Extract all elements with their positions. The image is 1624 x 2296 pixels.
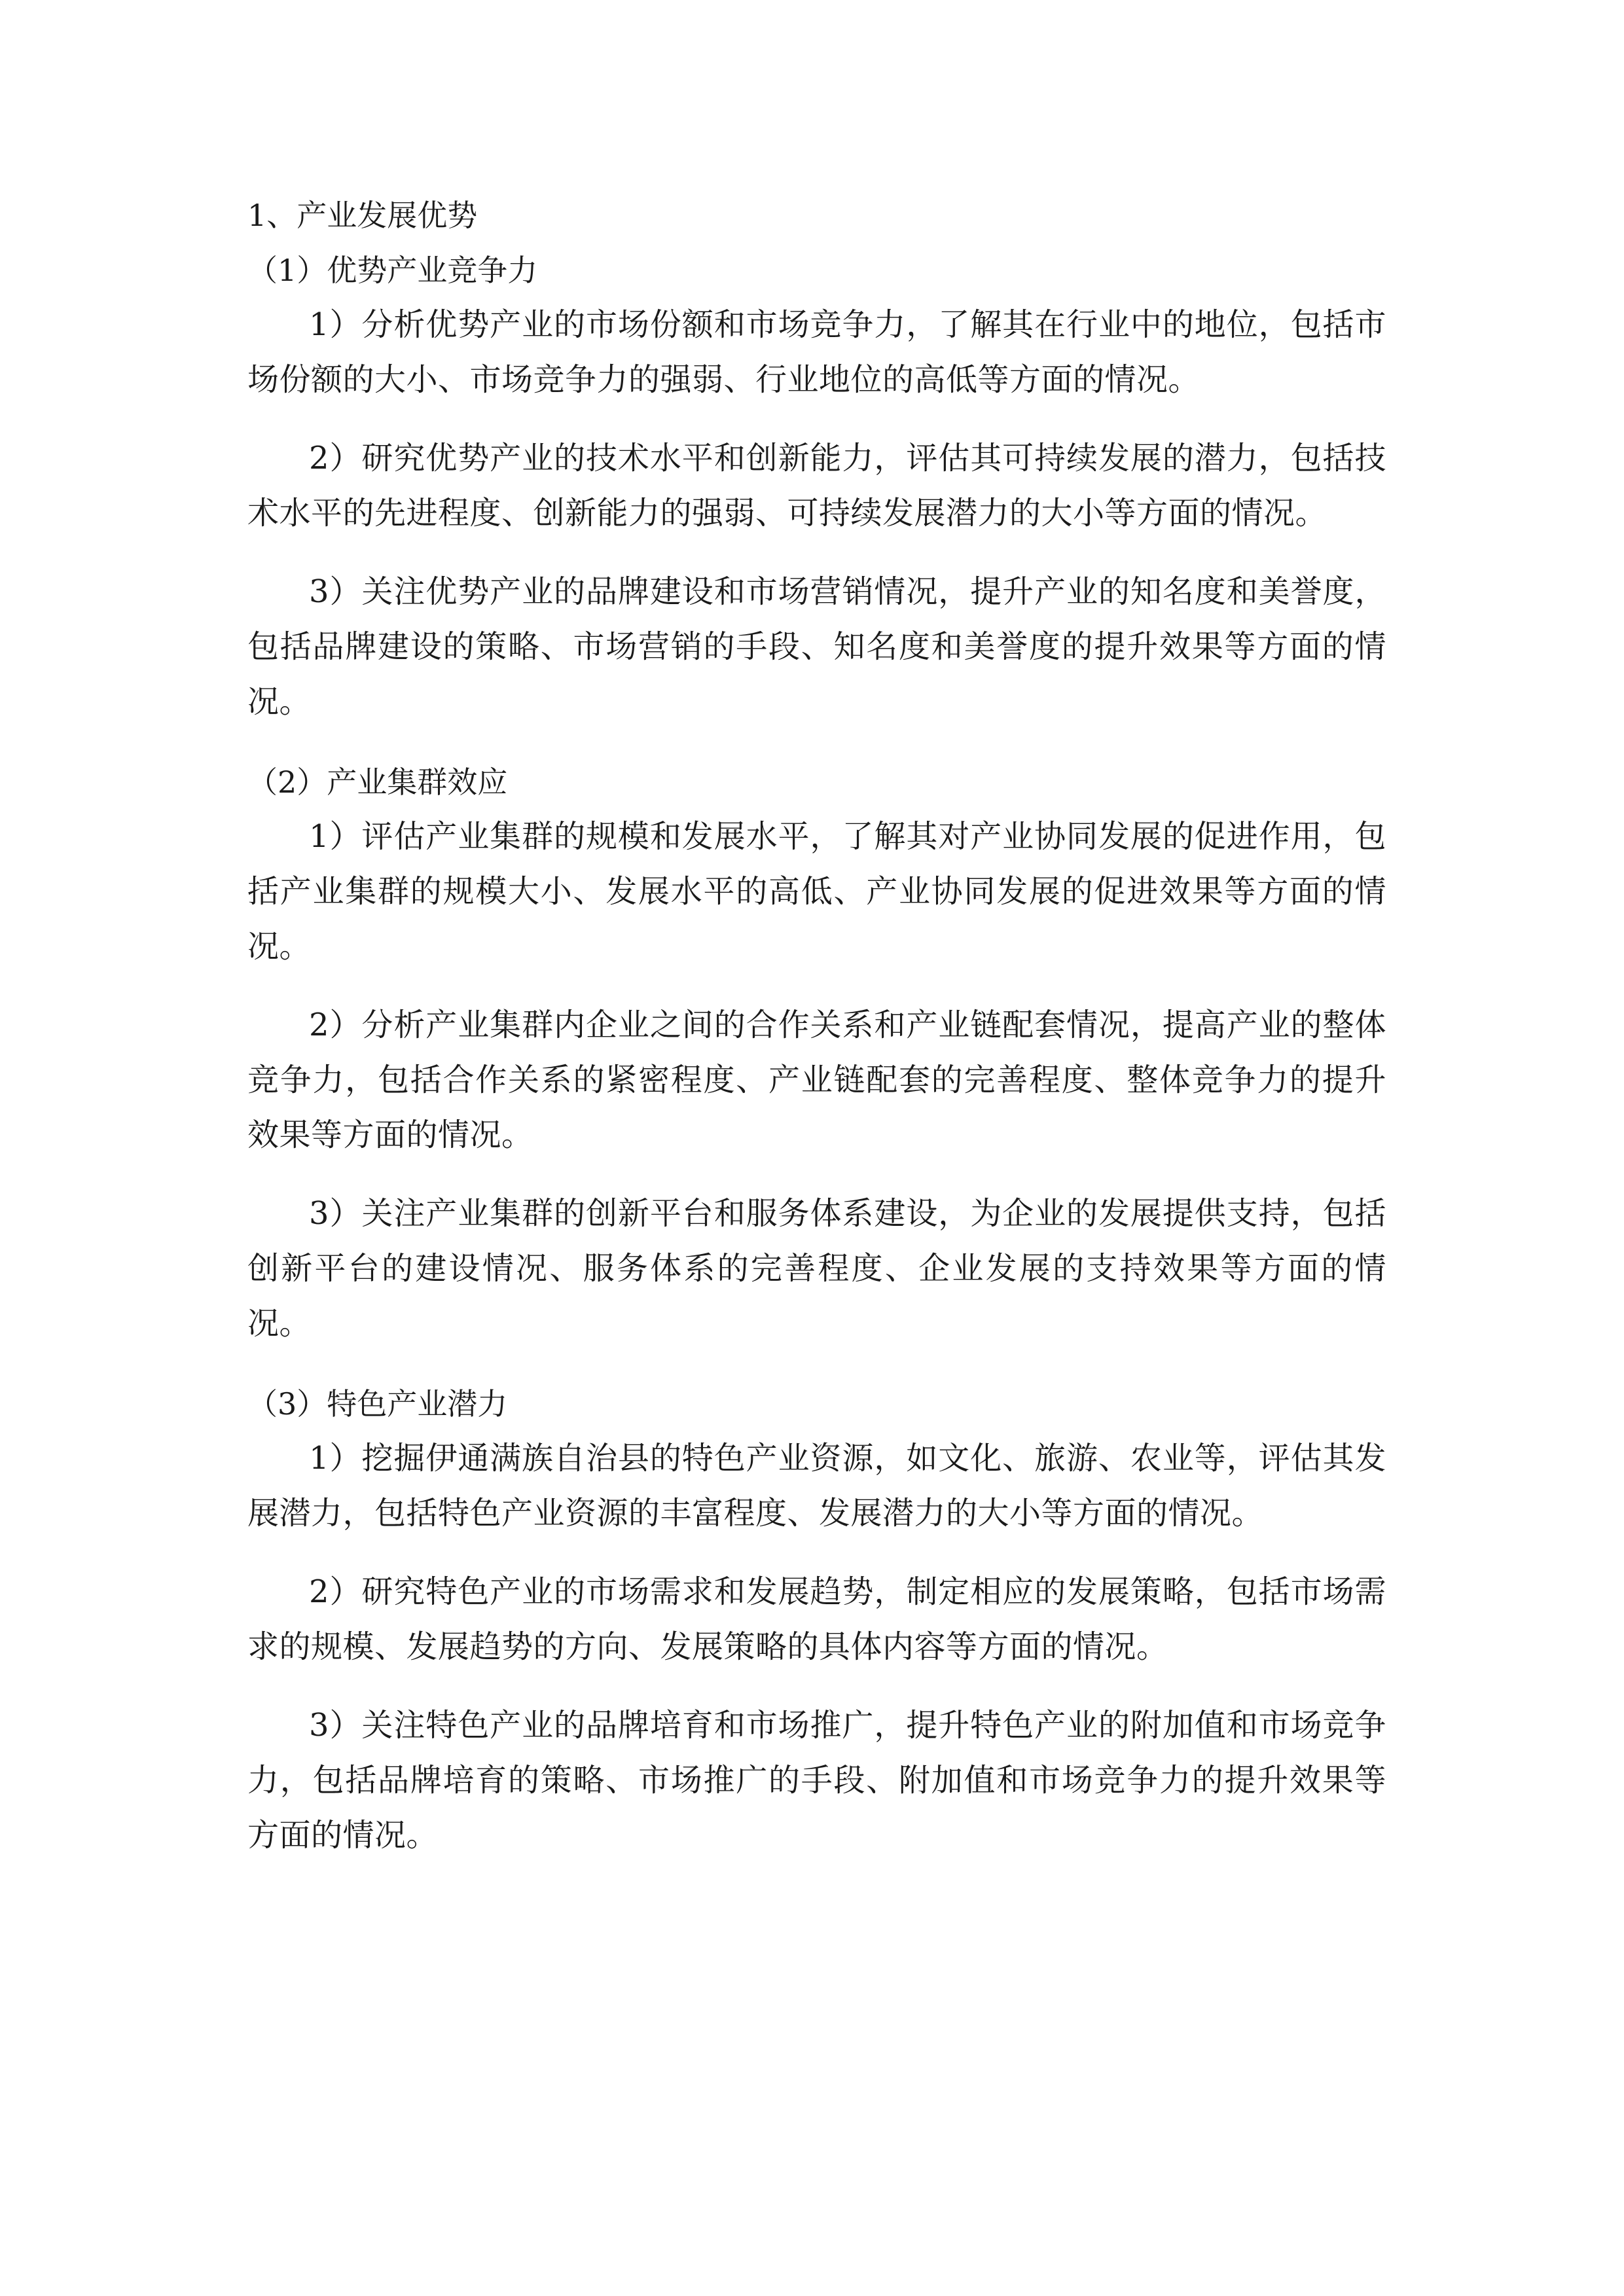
paragraph-1-2: 2）研究优势产业的技术水平和创新能力，评估其可持续发展的潜力，包括技术水平的先进程度、创新能力的强弱、可持续发展潜力的大小等方面的情况。	[247, 440, 1386, 531]
paragraph-2-3: 3）关注产业集群的创新平台和服务体系建设，为企业的发展提供支持，包括创新平台的建设情况、服务体系的完善程度、企业发展的支持效果等方面的情况。	[247, 1195, 1386, 1342]
subsection-heading-1: （1）优势产业竞争力	[247, 253, 538, 288]
paragraph-3-3: 3）关注特色产业的品牌培育和市场推广，提升特色产业的附加值和市场竞争力，包括品牌培育的策略、市场推广的手段、附加值和市场竞争力的提升效果等方面的情况。	[247, 1707, 1386, 1854]
subsection-heading-3: （3）特色产业潜力	[247, 1386, 508, 1422]
paragraph-2-2: 2）分析产业集群内企业之间的合作关系和产业链配套情况，提高产业的整体竞争力，包括合作关系的紧密程度、产业链配套的完善程度、整体竞争力的提升效果等方面的情况。	[247, 1007, 1386, 1153]
document-page	[247, 190, 1386, 1863]
section-title: 1、产业发展优势	[247, 198, 478, 233]
paragraph-1-1: 1）分析优势产业的市场份额和市场竞争力，了解其在行业中的地位，包括市场份额的大小、市场竞争力的强弱、行业地位的高低等方面的情况。	[247, 306, 1386, 398]
paragraph-3-1: 1）挖掘伊通满族自治县的特色产业资源，如文化、旅游、农业等，评估其发展潜力，包括特色产业资源的丰富程度、发展潜力的大小等方面的情况。	[247, 1440, 1386, 1532]
paragraph-3-2: 2）研究特色产业的市场需求和发展趋势，制定相应的发展策略，包括市场需求的规模、发展趋势的方向、发展策略的具体内容等方面的情况。	[247, 1573, 1386, 1665]
paragraph-2-1: 1）评估产业集群的规模和发展水平，了解其对产业协同发展的促进作用，包括产业集群的规模大小、发展水平的高低、产业协同发展的促进效果等方面的情况。	[247, 818, 1386, 965]
subsection-heading-2: （2）产业集群效应	[247, 764, 508, 800]
paragraph-1-3: 3）关注优势产业的品牌建设和市场营销情况，提升产业的知名度和美誉度，包括品牌建设的策略、市场营销的手段、知名度和美誉度的提升效果等方面的情况。	[247, 573, 1386, 720]
